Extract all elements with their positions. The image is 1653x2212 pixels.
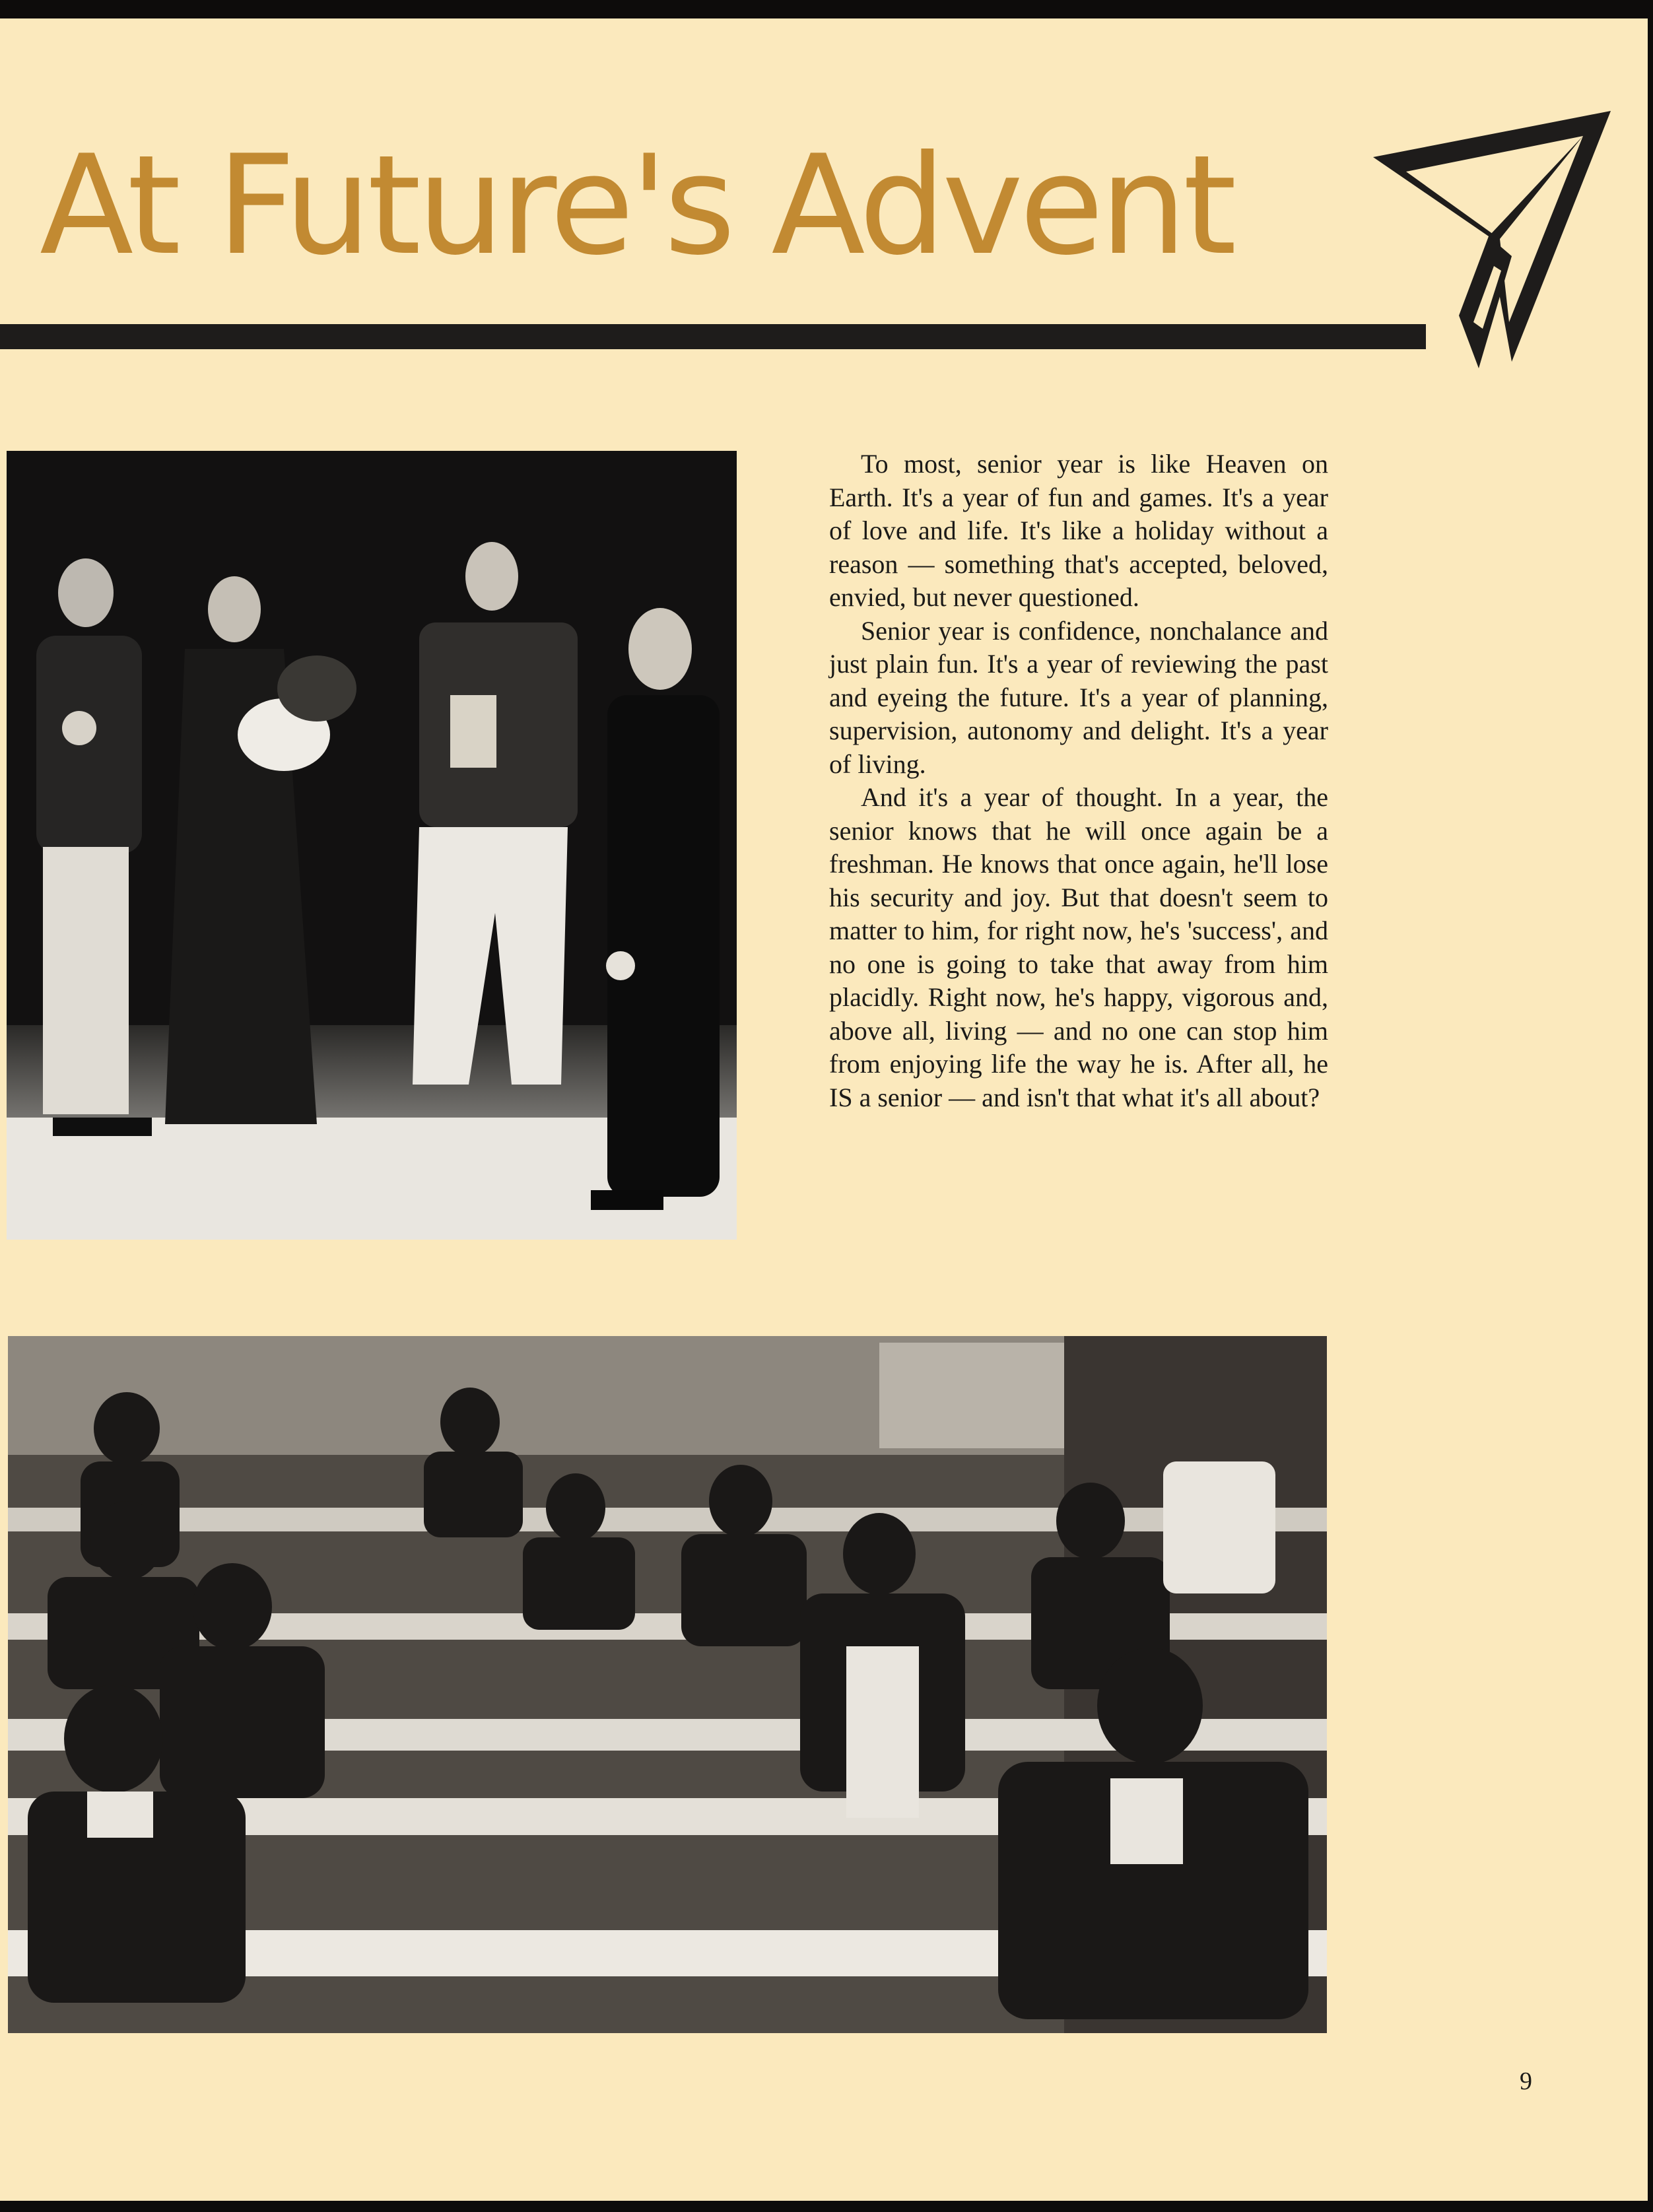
photo-icon (8, 1336, 1327, 2033)
page-number: 9 (1520, 2067, 1532, 2095)
yearbook-page (0, 18, 1648, 2201)
paper-airplane-icon (1360, 98, 1624, 375)
article-body (829, 448, 1328, 1114)
study-hall-photo (8, 1336, 1327, 2033)
page-title: At Future's Advent (40, 126, 1233, 286)
article-paragraph-3: And it's a year of thought. In a year, the senior knows that he will once again be a freshman. He knows that once again, he'll lose his security and joy. But that doesn't seem to matter to him, for right now, he's 'success', and no one is going to take that away from him placidly. Right now, he's happy, vigorous and, above all, living — and no one can stop him from enjoying life the way he is. After all, he IS a senior — and isn't that what it's all about? (829, 782, 1328, 1112)
article-paragraph-1: To most, senior year is like Heaven on Earth. It's a year of fun and games. It's a year of love and life. It's like a holiday without a reason — something that's accepted, beloved, envied, but never questioned. (829, 449, 1328, 612)
homecoming-photo (7, 451, 737, 1240)
title-underline-bar (0, 324, 1426, 349)
photo-icon (7, 451, 737, 1240)
article-paragraph-2: Senior year is confidence, nonchalance and just plain fun. It's a year of reviewing the past and eyeing the future. It's a year of planning, supervision, autonomy and delight. It's a year of living. (829, 615, 1328, 779)
